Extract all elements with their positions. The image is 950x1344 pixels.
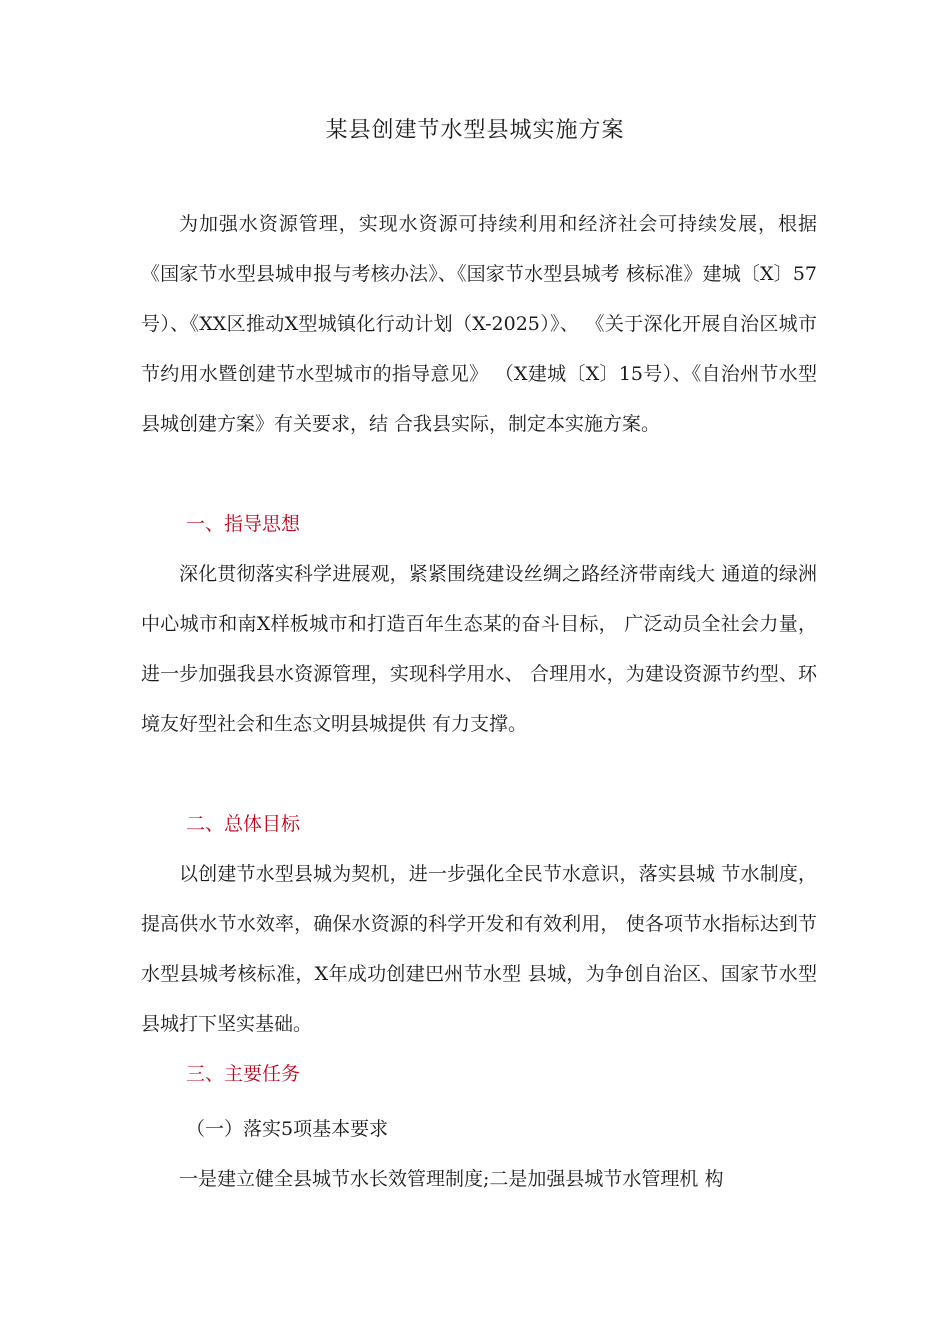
section-heading-overall-goal: 二、总体目标	[186, 813, 301, 835]
section-heading-guiding-ideology: 一、指导思想	[186, 513, 301, 535]
section-heading-main-tasks: 三、主要任务	[186, 1063, 301, 1085]
overall-goal-paragraph: 以创建节水型县城为契机，进一步强化全民节水意识，落实县城 节水制度，提高供水节水效率，确保水资源的科学开发和有效利用， 使各项节水指标达到节水型县城考核标准，X年成功创建巴州节水型 县城，为争创自治区、国家节水型县城打下坚实基础。	[141, 863, 817, 1035]
basic-requirements-paragraph: 一是建立健全县城节水长效管理制度;二是加强县城节水管理机 构	[179, 1168, 724, 1190]
guiding-ideology-paragraph: 深化贯彻落实科学进展观，紧紧围绕建设丝绸之路经济带南线大 通道的绿洲中心城市和南X样板城市和打造百年生态某的奋斗目标， 广泛动员全社会力量，进一步加强我县水资源管理，实现科学用水、 合理用水，为建设资源节约型、环境友好型社会和生态文明县城提供 有力支撑。	[141, 563, 817, 735]
intro-paragraph: 为加强水资源管理，实现水资源可持续利用和经济社会可持续发展，根据《国家节水型县城申报与考核办法》、《国家节水型县城考 核标准》建城〔X〕57号）、《XX区推动X型城镇化行动计划（X-2025）》、 《关于深化开展自治区城市节约用水暨创建节水型城市的指导意见》 （X建城〔X〕15号）、《自治州节水型县城创建方案》有关要求，结 合我县实际，制定本实施方案。	[141, 213, 817, 435]
subsection-heading-basic-requirements: （一）落实5项基本要求	[186, 1118, 389, 1140]
document-title: 某县创建节水型县城实施方案	[325, 118, 625, 143]
